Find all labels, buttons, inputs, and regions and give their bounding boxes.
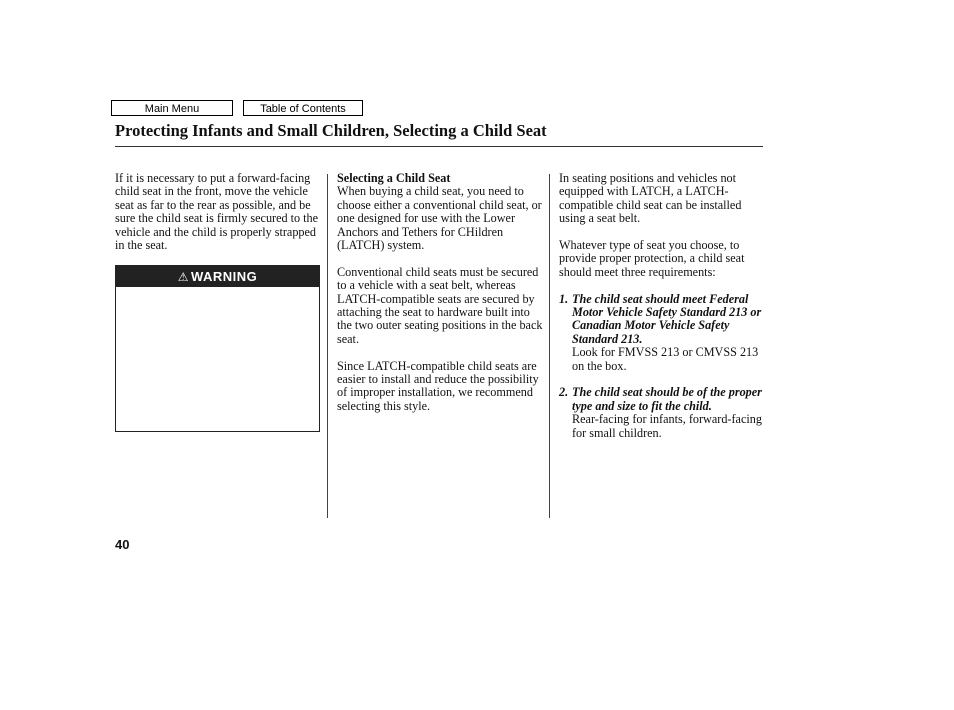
warning-label: WARNING [190, 269, 258, 284]
list-number: 2. [559, 385, 569, 400]
column-middle [337, 172, 543, 427]
warning-box [115, 265, 320, 432]
title-rule [115, 146, 763, 147]
list-item-heading: The child seat should meet Federal Motor Vehicle Safety Standard 213 or Canadian Motor Vehicle Safety Standard 213. [572, 291, 762, 346]
list-item-text: Look for FMVSS 213 or CMVSS 213 on the box. [572, 345, 759, 373]
warning-triangle-icon: ⚠ [177, 270, 189, 284]
list-item-heading: The child seat should be of the proper type and size to fit the child. [572, 385, 762, 413]
column-divider [327, 174, 328, 518]
main-menu-button[interactable]: Main Menu [111, 100, 233, 116]
list-item [559, 293, 769, 373]
conventional-paragraph: Conventional child seats must be secured to a vehicle with a seat belt, whereas LATCH-compatible seats are secured by attaching the seat to hardware built into the two outer seating positions in the back seat. [337, 264, 543, 346]
page-title: Protecting Infants and Small Children, Selecting a Child Seat [115, 121, 547, 140]
column-left [115, 172, 321, 266]
column-divider [549, 174, 550, 518]
front-seat-paragraph: If it is necessary to put a forward-facing child seat in the front, move the vehicle seat as far to the rear as possible, and be sure the child seat is firmly secured to the vehicle and the child is properly strapped in the seat. [115, 171, 319, 253]
column-right [559, 172, 769, 453]
section-heading: Selecting a Child Seat [337, 171, 451, 185]
page-number: 40 [115, 537, 130, 552]
list-item-text: Rear-facing for infants, forward-facing for small children. [572, 412, 762, 440]
warning-header [116, 266, 319, 287]
latch-paragraph: Since LATCH-compatible child seats are easier to install and reduce the possibility of improper installation, we recommend selecting this style. [337, 358, 539, 413]
requirements-paragraph: Whatever type of seat you choose, to provide proper protection, a child seat should meet three requirements: [559, 238, 745, 279]
list-number: 1. [559, 291, 569, 306]
table-of-contents-button[interactable]: Table of Contents [243, 100, 363, 116]
list-item [559, 386, 769, 440]
buying-paragraph: When buying a child seat, you need to choose either a conventional child seat, or one designed for use with the Lower Anchors and Tethers for CHildren (LATCH) system. [337, 184, 542, 253]
latch-seatbelt-paragraph: In seating positions and vehicles not equipped with LATCH, a LATCH-compatible child seat can be installed using a seat belt. [559, 171, 742, 226]
